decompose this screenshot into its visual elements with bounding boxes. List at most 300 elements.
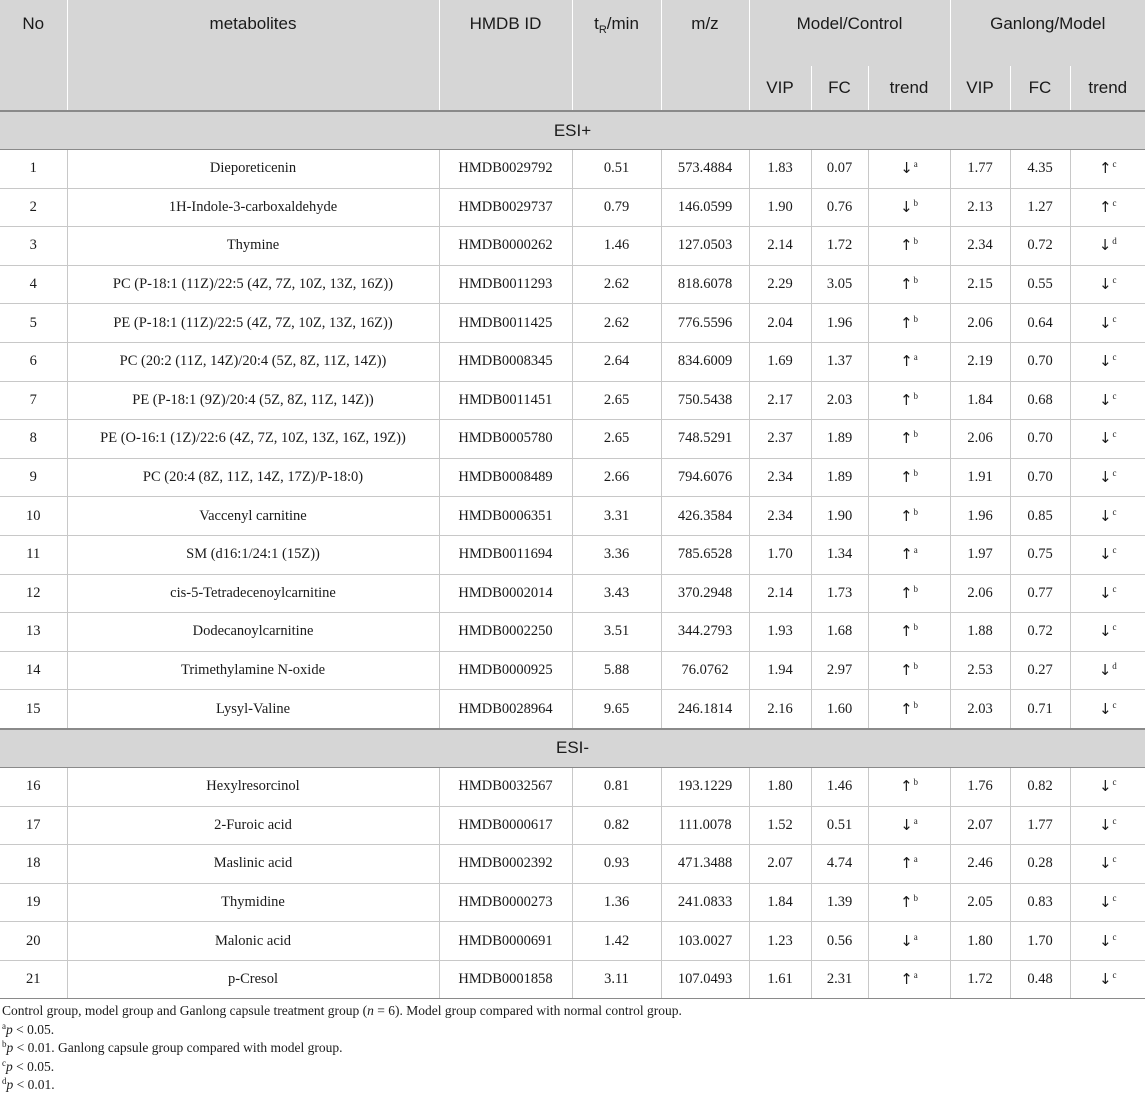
cell-vip-ganlong-model: 2.13 bbox=[950, 188, 1010, 227]
footnote-d: $^d$p < 0.01. bbox=[2, 1076, 55, 1093]
cell-metabolite: 1H-Indole-3-carboxaldehyde bbox=[67, 188, 439, 227]
significance-mark: c bbox=[1112, 275, 1117, 286]
cell-retention-time: 2.62 bbox=[572, 304, 661, 343]
significance-mark: c bbox=[1112, 197, 1117, 208]
cell-trend-ganlong-model bbox=[1070, 690, 1145, 729]
cell-trend-model-control bbox=[868, 845, 950, 884]
cell-no: 17 bbox=[0, 806, 67, 845]
footnote-b: $^b$p < 0.01. Ganlong capsule group compared with model group. bbox=[2, 1039, 343, 1056]
significance-mark: a bbox=[913, 545, 918, 556]
cell-metabolite: Lysyl-Valine bbox=[67, 690, 439, 729]
cell-trend-model-control bbox=[868, 304, 950, 343]
significance-mark: a bbox=[913, 931, 918, 942]
cell-mz: 750.5438 bbox=[661, 381, 749, 420]
significance-mark: a bbox=[913, 815, 918, 826]
significance-mark: b bbox=[913, 622, 919, 633]
cell-trend-model-control bbox=[868, 342, 950, 381]
cell-retention-time: 5.88 bbox=[572, 651, 661, 690]
cell-metabolite: Maslinic acid bbox=[67, 845, 439, 884]
cell-vip-model-control: 2.07 bbox=[749, 845, 811, 884]
cell-retention-time: 3.36 bbox=[572, 535, 661, 574]
table-row bbox=[0, 613, 1145, 652]
cell-no: 4 bbox=[0, 265, 67, 304]
cell-no: 2 bbox=[0, 188, 67, 227]
header-tr-sub: R bbox=[598, 24, 607, 36]
significance-mark: c bbox=[1112, 390, 1117, 401]
cell-hmdb-id: HMDB0000617 bbox=[439, 806, 572, 845]
cell-fc-model-control: 1.89 bbox=[811, 458, 868, 497]
significance-mark: b bbox=[913, 661, 919, 672]
trend-arrow-icon: ↑ bbox=[899, 313, 913, 332]
cell-trend-ganlong-model bbox=[1070, 458, 1145, 497]
trend-arrow-icon: ↓ bbox=[900, 815, 913, 834]
table-row bbox=[0, 845, 1145, 884]
cell-trend-model-control bbox=[868, 497, 950, 536]
cell-metabolite: p-Cresol bbox=[67, 960, 439, 998]
cell-metabolite: PC (20:4 (8Z, 11Z, 14Z, 17Z)/P-18:0) bbox=[67, 458, 439, 497]
significance-mark: c bbox=[1112, 970, 1117, 981]
cell-mz: 103.0027 bbox=[661, 922, 749, 961]
header-no: No bbox=[0, 0, 67, 111]
cell-fc-model-control: 1.60 bbox=[811, 690, 868, 729]
cell-no: 5 bbox=[0, 304, 67, 343]
cell-mz: 776.5596 bbox=[661, 304, 749, 343]
cell-no: 6 bbox=[0, 342, 67, 381]
header-trend-2: trend bbox=[1070, 66, 1145, 111]
table-row bbox=[0, 767, 1145, 806]
significance-mark: c bbox=[1112, 777, 1117, 788]
significance-mark: c bbox=[1112, 468, 1117, 479]
cell-hmdb-id: HMDB0008345 bbox=[439, 342, 572, 381]
cell-vip-model-control: 2.14 bbox=[749, 227, 811, 266]
cell-trend-model-control bbox=[868, 188, 950, 227]
cell-vip-ganlong-model: 2.06 bbox=[950, 420, 1010, 459]
trend-arrow-icon: ↓ bbox=[1098, 892, 1112, 911]
cell-trend-model-control bbox=[868, 535, 950, 574]
cell-hmdb-id: HMDB0011694 bbox=[439, 535, 572, 574]
cell-trend-ganlong-model bbox=[1070, 420, 1145, 459]
cell-trend-ganlong-model bbox=[1070, 304, 1145, 343]
cell-vip-model-control: 1.52 bbox=[749, 806, 811, 845]
significance-mark: c bbox=[1112, 429, 1117, 440]
cell-no: 9 bbox=[0, 458, 67, 497]
cell-metabolite: PE (O-16:1 (1Z)/22:6 (4Z, 7Z, 10Z, 13Z, 16Z, 19Z)) bbox=[67, 420, 439, 459]
header-mz: m/z bbox=[661, 0, 749, 111]
trend-arrow-icon: ↑ bbox=[899, 429, 913, 448]
cell-metabolite: PE (P-18:1 (11Z)/22:5 (4Z, 7Z, 10Z, 13Z, 16Z)) bbox=[67, 304, 439, 343]
trend-arrow-icon: ↑ bbox=[899, 236, 913, 255]
significance-mark: c bbox=[1112, 583, 1117, 594]
cell-no: 11 bbox=[0, 535, 67, 574]
table-row bbox=[0, 150, 1145, 189]
trend-arrow-icon: ↓ bbox=[1098, 429, 1112, 448]
cell-vip-model-control: 2.29 bbox=[749, 265, 811, 304]
cell-trend-ganlong-model bbox=[1070, 574, 1145, 613]
cell-vip-model-control: 1.83 bbox=[749, 150, 811, 189]
table-row bbox=[0, 265, 1145, 304]
cell-trend-model-control bbox=[868, 651, 950, 690]
cell-metabolite: PE (P-18:1 (9Z)/20:4 (5Z, 8Z, 11Z, 14Z)) bbox=[67, 381, 439, 420]
cell-no: 7 bbox=[0, 381, 67, 420]
cell-fc-model-control: 1.68 bbox=[811, 613, 868, 652]
cell-fc-ganlong-model: 0.72 bbox=[1010, 227, 1070, 266]
trend-arrow-icon: ↓ bbox=[1098, 390, 1112, 409]
trend-arrow-icon: ↑ bbox=[899, 699, 913, 718]
cell-no: 15 bbox=[0, 690, 67, 729]
cell-vip-ganlong-model: 1.97 bbox=[950, 535, 1010, 574]
cell-mz: 246.1814 bbox=[661, 690, 749, 729]
cell-trend-model-control bbox=[868, 806, 950, 845]
cell-trend-model-control bbox=[868, 458, 950, 497]
trend-arrow-icon: ↑ bbox=[1098, 197, 1112, 216]
cell-trend-ganlong-model bbox=[1070, 497, 1145, 536]
cell-mz: 370.2948 bbox=[661, 574, 749, 613]
cell-no: 3 bbox=[0, 227, 67, 266]
table-row bbox=[0, 922, 1145, 961]
significance-mark: c bbox=[1112, 931, 1117, 942]
cell-fc-ganlong-model: 0.71 bbox=[1010, 690, 1070, 729]
cell-trend-ganlong-model bbox=[1070, 535, 1145, 574]
significance-mark: a bbox=[913, 352, 918, 363]
cell-retention-time: 3.11 bbox=[572, 960, 661, 998]
cell-hmdb-id: HMDB0005780 bbox=[439, 420, 572, 459]
cell-trend-model-control bbox=[868, 381, 950, 420]
table-row bbox=[0, 651, 1145, 690]
cell-vip-model-control: 1.61 bbox=[749, 960, 811, 998]
cell-fc-ganlong-model: 0.48 bbox=[1010, 960, 1070, 998]
significance-mark: b bbox=[913, 197, 919, 208]
cell-fc-ganlong-model: 0.68 bbox=[1010, 381, 1070, 420]
cell-hmdb-id: HMDB0002392 bbox=[439, 845, 572, 884]
cell-hmdb-id: HMDB0000691 bbox=[439, 922, 572, 961]
significance-mark: b bbox=[913, 236, 919, 247]
table-row bbox=[0, 574, 1145, 613]
cell-hmdb-id: HMDB0008489 bbox=[439, 458, 572, 497]
cell-vip-ganlong-model: 1.91 bbox=[950, 458, 1010, 497]
significance-mark: c bbox=[1112, 352, 1117, 363]
cell-trend-ganlong-model bbox=[1070, 883, 1145, 922]
cell-retention-time: 3.51 bbox=[572, 613, 661, 652]
cell-fc-ganlong-model: 1.77 bbox=[1010, 806, 1070, 845]
cell-no: 10 bbox=[0, 497, 67, 536]
cell-vip-ganlong-model: 1.84 bbox=[950, 381, 1010, 420]
trend-arrow-icon: ↓ bbox=[1098, 545, 1112, 564]
cell-fc-ganlong-model: 1.70 bbox=[1010, 922, 1070, 961]
cell-fc-model-control: 0.51 bbox=[811, 806, 868, 845]
cell-metabolite: Thymine bbox=[67, 227, 439, 266]
cell-vip-model-control: 2.34 bbox=[749, 458, 811, 497]
cell-mz: 818.6078 bbox=[661, 265, 749, 304]
cell-fc-ganlong-model: 0.75 bbox=[1010, 535, 1070, 574]
cell-mz: 748.5291 bbox=[661, 420, 749, 459]
significance-mark: b bbox=[913, 892, 919, 903]
cell-metabolite: Hexylresorcinol bbox=[67, 767, 439, 806]
cell-vip-model-control: 1.69 bbox=[749, 342, 811, 381]
cell-vip-ganlong-model: 2.34 bbox=[950, 227, 1010, 266]
cell-vip-ganlong-model: 1.88 bbox=[950, 613, 1010, 652]
significance-mark: c bbox=[1112, 313, 1117, 324]
cell-metabolite: SM (d16:1/24:1 (15Z)) bbox=[67, 535, 439, 574]
cell-trend-ganlong-model bbox=[1070, 342, 1145, 381]
cell-metabolite: Dodecanoylcarnitine bbox=[67, 613, 439, 652]
significance-mark: b bbox=[913, 506, 919, 517]
cell-fc-ganlong-model: 0.85 bbox=[1010, 497, 1070, 536]
cell-mz: 785.6528 bbox=[661, 535, 749, 574]
table-header bbox=[0, 0, 1145, 111]
cell-hmdb-id: HMDB0032567 bbox=[439, 767, 572, 806]
cell-retention-time: 0.93 bbox=[572, 845, 661, 884]
trend-arrow-icon: ↑ bbox=[1098, 159, 1112, 178]
cell-trend-ganlong-model bbox=[1070, 613, 1145, 652]
cell-vip-ganlong-model: 2.06 bbox=[950, 304, 1010, 343]
trend-arrow-icon: ↓ bbox=[1098, 854, 1112, 873]
trend-arrow-icon: ↓ bbox=[1098, 777, 1112, 796]
section-title: ESI+ bbox=[0, 111, 1145, 150]
significance-mark: d bbox=[1112, 661, 1117, 672]
cell-trend-ganlong-model bbox=[1070, 767, 1145, 806]
table-row bbox=[0, 690, 1145, 729]
significance-mark: c bbox=[1112, 815, 1117, 826]
cell-mz: 573.4884 bbox=[661, 150, 749, 189]
cell-fc-model-control: 1.96 bbox=[811, 304, 868, 343]
cell-mz: 426.3584 bbox=[661, 497, 749, 536]
cell-trend-ganlong-model bbox=[1070, 227, 1145, 266]
cell-fc-ganlong-model: 0.72 bbox=[1010, 613, 1070, 652]
significance-mark: d bbox=[1112, 236, 1117, 247]
trend-arrow-icon: ↓ bbox=[1098, 506, 1112, 525]
header-vip-1: VIP bbox=[749, 66, 811, 111]
cell-fc-ganlong-model: 0.70 bbox=[1010, 342, 1070, 381]
cell-fc-model-control: 2.03 bbox=[811, 381, 868, 420]
cell-vip-model-control: 2.04 bbox=[749, 304, 811, 343]
trend-arrow-icon: ↓ bbox=[1098, 931, 1112, 950]
cell-fc-model-control: 1.46 bbox=[811, 767, 868, 806]
cell-mz: 127.0503 bbox=[661, 227, 749, 266]
cell-no: 16 bbox=[0, 767, 67, 806]
trend-arrow-icon: ↓ bbox=[899, 197, 913, 216]
cell-trend-model-control bbox=[868, 574, 950, 613]
cell-no: 13 bbox=[0, 613, 67, 652]
cell-fc-model-control: 1.90 bbox=[811, 497, 868, 536]
trend-arrow-icon: ↑ bbox=[899, 777, 913, 796]
cell-trend-ganlong-model bbox=[1070, 381, 1145, 420]
header-tr-unit: /min bbox=[606, 14, 639, 33]
significance-mark: c bbox=[1112, 892, 1117, 903]
cell-metabolite: Malonic acid bbox=[67, 922, 439, 961]
trend-arrow-icon: ↓ bbox=[1098, 313, 1112, 332]
significance-mark: b bbox=[913, 313, 919, 324]
cell-trend-ganlong-model bbox=[1070, 150, 1145, 189]
table-row bbox=[0, 188, 1145, 227]
cell-hmdb-id: HMDB0029737 bbox=[439, 188, 572, 227]
cell-metabolite: Dieporeticenin bbox=[67, 150, 439, 189]
cell-fc-model-control: 4.74 bbox=[811, 845, 868, 884]
trend-arrow-icon: ↑ bbox=[899, 275, 913, 294]
cell-hmdb-id: HMDB0011293 bbox=[439, 265, 572, 304]
header-hmdb-id: HMDB ID bbox=[439, 0, 572, 111]
cell-mz: 471.3488 bbox=[661, 845, 749, 884]
cell-fc-ganlong-model: 0.28 bbox=[1010, 845, 1070, 884]
cell-trend-model-control bbox=[868, 767, 950, 806]
cell-fc-ganlong-model: 0.70 bbox=[1010, 420, 1070, 459]
significance-mark: c bbox=[1112, 622, 1117, 633]
cell-vip-model-control: 1.84 bbox=[749, 883, 811, 922]
cell-fc-ganlong-model: 0.55 bbox=[1010, 265, 1070, 304]
cell-mz: 241.0833 bbox=[661, 883, 749, 922]
trend-arrow-icon: ↓ bbox=[1098, 352, 1112, 371]
cell-vip-ganlong-model: 2.46 bbox=[950, 845, 1010, 884]
trend-arrow-icon: ↑ bbox=[900, 545, 913, 564]
header-tr-main: t bbox=[594, 14, 599, 33]
cell-vip-model-control: 2.34 bbox=[749, 497, 811, 536]
cell-no: 14 bbox=[0, 651, 67, 690]
significance-mark: a bbox=[913, 159, 918, 170]
cell-fc-model-control: 1.39 bbox=[811, 883, 868, 922]
header-trend-1: trend bbox=[868, 66, 950, 111]
significance-mark: c bbox=[1112, 699, 1117, 710]
cell-vip-ganlong-model: 2.53 bbox=[950, 651, 1010, 690]
table-row bbox=[0, 420, 1145, 459]
cell-vip-model-control: 2.16 bbox=[749, 690, 811, 729]
significance-mark: b bbox=[913, 583, 919, 594]
cell-fc-model-control: 1.72 bbox=[811, 227, 868, 266]
cell-mz: 111.0078 bbox=[661, 806, 749, 845]
cell-no: 20 bbox=[0, 922, 67, 961]
cell-fc-ganlong-model: 1.27 bbox=[1010, 188, 1070, 227]
section-row bbox=[0, 729, 1145, 768]
trend-arrow-icon: ↓ bbox=[900, 931, 913, 950]
trend-arrow-icon: ↓ bbox=[1098, 468, 1112, 487]
cell-fc-model-control: 0.07 bbox=[811, 150, 868, 189]
cell-hmdb-id: HMDB0001858 bbox=[439, 960, 572, 998]
table-row bbox=[0, 535, 1145, 574]
header-model-control: Model/Control bbox=[749, 0, 950, 66]
cell-vip-ganlong-model: 2.19 bbox=[950, 342, 1010, 381]
trend-arrow-icon: ↑ bbox=[899, 892, 913, 911]
cell-fc-ganlong-model: 0.82 bbox=[1010, 767, 1070, 806]
table-row bbox=[0, 227, 1145, 266]
cell-hmdb-id: HMDB0002014 bbox=[439, 574, 572, 613]
footnote-c: $^c$p < 0.05. bbox=[2, 1057, 55, 1074]
cell-vip-ganlong-model: 1.76 bbox=[950, 767, 1010, 806]
cell-hmdb-id: HMDB0006351 bbox=[439, 497, 572, 536]
cell-trend-model-control bbox=[868, 150, 950, 189]
cell-mz: 193.1229 bbox=[661, 767, 749, 806]
cell-retention-time: 3.31 bbox=[572, 497, 661, 536]
table-row bbox=[0, 458, 1145, 497]
cell-trend-model-control bbox=[868, 227, 950, 266]
header-ganlong-model: Ganlong/Model bbox=[950, 0, 1145, 66]
cell-fc-model-control: 0.76 bbox=[811, 188, 868, 227]
significance-mark: c bbox=[1112, 159, 1117, 170]
cell-metabolite: 2-Furoic acid bbox=[67, 806, 439, 845]
cell-trend-model-control bbox=[868, 922, 950, 961]
cell-retention-time: 1.42 bbox=[572, 922, 661, 961]
cell-retention-time: 3.43 bbox=[572, 574, 661, 613]
cell-hmdb-id: HMDB0028964 bbox=[439, 690, 572, 729]
cell-vip-model-control: 1.90 bbox=[749, 188, 811, 227]
cell-hmdb-id: HMDB0011425 bbox=[439, 304, 572, 343]
cell-no: 8 bbox=[0, 420, 67, 459]
cell-fc-ganlong-model: 0.27 bbox=[1010, 651, 1070, 690]
cell-vip-model-control: 1.94 bbox=[749, 651, 811, 690]
cell-hmdb-id: HMDB0011451 bbox=[439, 381, 572, 420]
table-row bbox=[0, 497, 1145, 536]
cell-mz: 107.0493 bbox=[661, 960, 749, 998]
cell-mz: 794.6076 bbox=[661, 458, 749, 497]
cell-fc-model-control: 2.31 bbox=[811, 960, 868, 998]
cell-hmdb-id: HMDB0029792 bbox=[439, 150, 572, 189]
header-retention-time bbox=[572, 0, 661, 111]
trend-arrow-icon: ↓ bbox=[1098, 236, 1112, 255]
cell-retention-time: 2.62 bbox=[572, 265, 661, 304]
cell-hmdb-id: HMDB0000273 bbox=[439, 883, 572, 922]
significance-mark: b bbox=[913, 699, 919, 710]
cell-trend-ganlong-model bbox=[1070, 188, 1145, 227]
significance-mark: b bbox=[913, 468, 919, 479]
cell-mz: 834.6009 bbox=[661, 342, 749, 381]
trend-arrow-icon: ↓ bbox=[1098, 275, 1112, 294]
cell-fc-model-control: 0.56 bbox=[811, 922, 868, 961]
cell-no: 19 bbox=[0, 883, 67, 922]
header-fc-1: FC bbox=[811, 66, 868, 111]
cell-vip-model-control: 2.17 bbox=[749, 381, 811, 420]
cell-trend-ganlong-model bbox=[1070, 922, 1145, 961]
table-row bbox=[0, 304, 1145, 343]
significance-mark: a bbox=[913, 970, 918, 981]
cell-retention-time: 2.64 bbox=[572, 342, 661, 381]
cell-trend-ganlong-model bbox=[1070, 806, 1145, 845]
trend-arrow-icon: ↑ bbox=[899, 661, 913, 680]
cell-trend-ganlong-model bbox=[1070, 960, 1145, 998]
trend-arrow-icon: ↓ bbox=[1098, 699, 1112, 718]
trend-arrow-icon: ↑ bbox=[899, 506, 913, 525]
cell-fc-model-control: 1.37 bbox=[811, 342, 868, 381]
trend-arrow-icon: ↓ bbox=[1098, 815, 1112, 834]
cell-fc-ganlong-model: 0.64 bbox=[1010, 304, 1070, 343]
cell-fc-ganlong-model: 4.35 bbox=[1010, 150, 1070, 189]
cell-vip-model-control: 1.93 bbox=[749, 613, 811, 652]
cell-fc-model-control: 1.73 bbox=[811, 574, 868, 613]
trend-arrow-icon: ↓ bbox=[1098, 970, 1112, 989]
cell-trend-ganlong-model bbox=[1070, 265, 1145, 304]
cell-vip-ganlong-model: 1.80 bbox=[950, 922, 1010, 961]
trend-arrow-icon: ↑ bbox=[899, 390, 913, 409]
significance-mark: b bbox=[913, 777, 919, 788]
significance-mark: c bbox=[1112, 545, 1117, 556]
cell-vip-model-control: 2.37 bbox=[749, 420, 811, 459]
cell-hmdb-id: HMDB0000262 bbox=[439, 227, 572, 266]
trend-arrow-icon: ↑ bbox=[900, 854, 913, 873]
cell-metabolite: Vaccenyl carnitine bbox=[67, 497, 439, 536]
cell-hmdb-id: HMDB0002250 bbox=[439, 613, 572, 652]
cell-vip-ganlong-model: 1.72 bbox=[950, 960, 1010, 998]
cell-fc-model-control: 1.34 bbox=[811, 535, 868, 574]
cell-trend-model-control bbox=[868, 265, 950, 304]
table-row bbox=[0, 342, 1145, 381]
cell-vip-ganlong-model: 2.06 bbox=[950, 574, 1010, 613]
cell-trend-ganlong-model bbox=[1070, 845, 1145, 884]
cell-retention-time: 0.79 bbox=[572, 188, 661, 227]
cell-metabolite: Trimethylamine N-oxide bbox=[67, 651, 439, 690]
cell-vip-ganlong-model: 2.07 bbox=[950, 806, 1010, 845]
cell-fc-model-control: 3.05 bbox=[811, 265, 868, 304]
cell-mz: 76.0762 bbox=[661, 651, 749, 690]
cell-vip-model-control: 1.23 bbox=[749, 922, 811, 961]
cell-vip-ganlong-model: 2.05 bbox=[950, 883, 1010, 922]
cell-hmdb-id: HMDB0000925 bbox=[439, 651, 572, 690]
cell-vip-model-control: 2.14 bbox=[749, 574, 811, 613]
